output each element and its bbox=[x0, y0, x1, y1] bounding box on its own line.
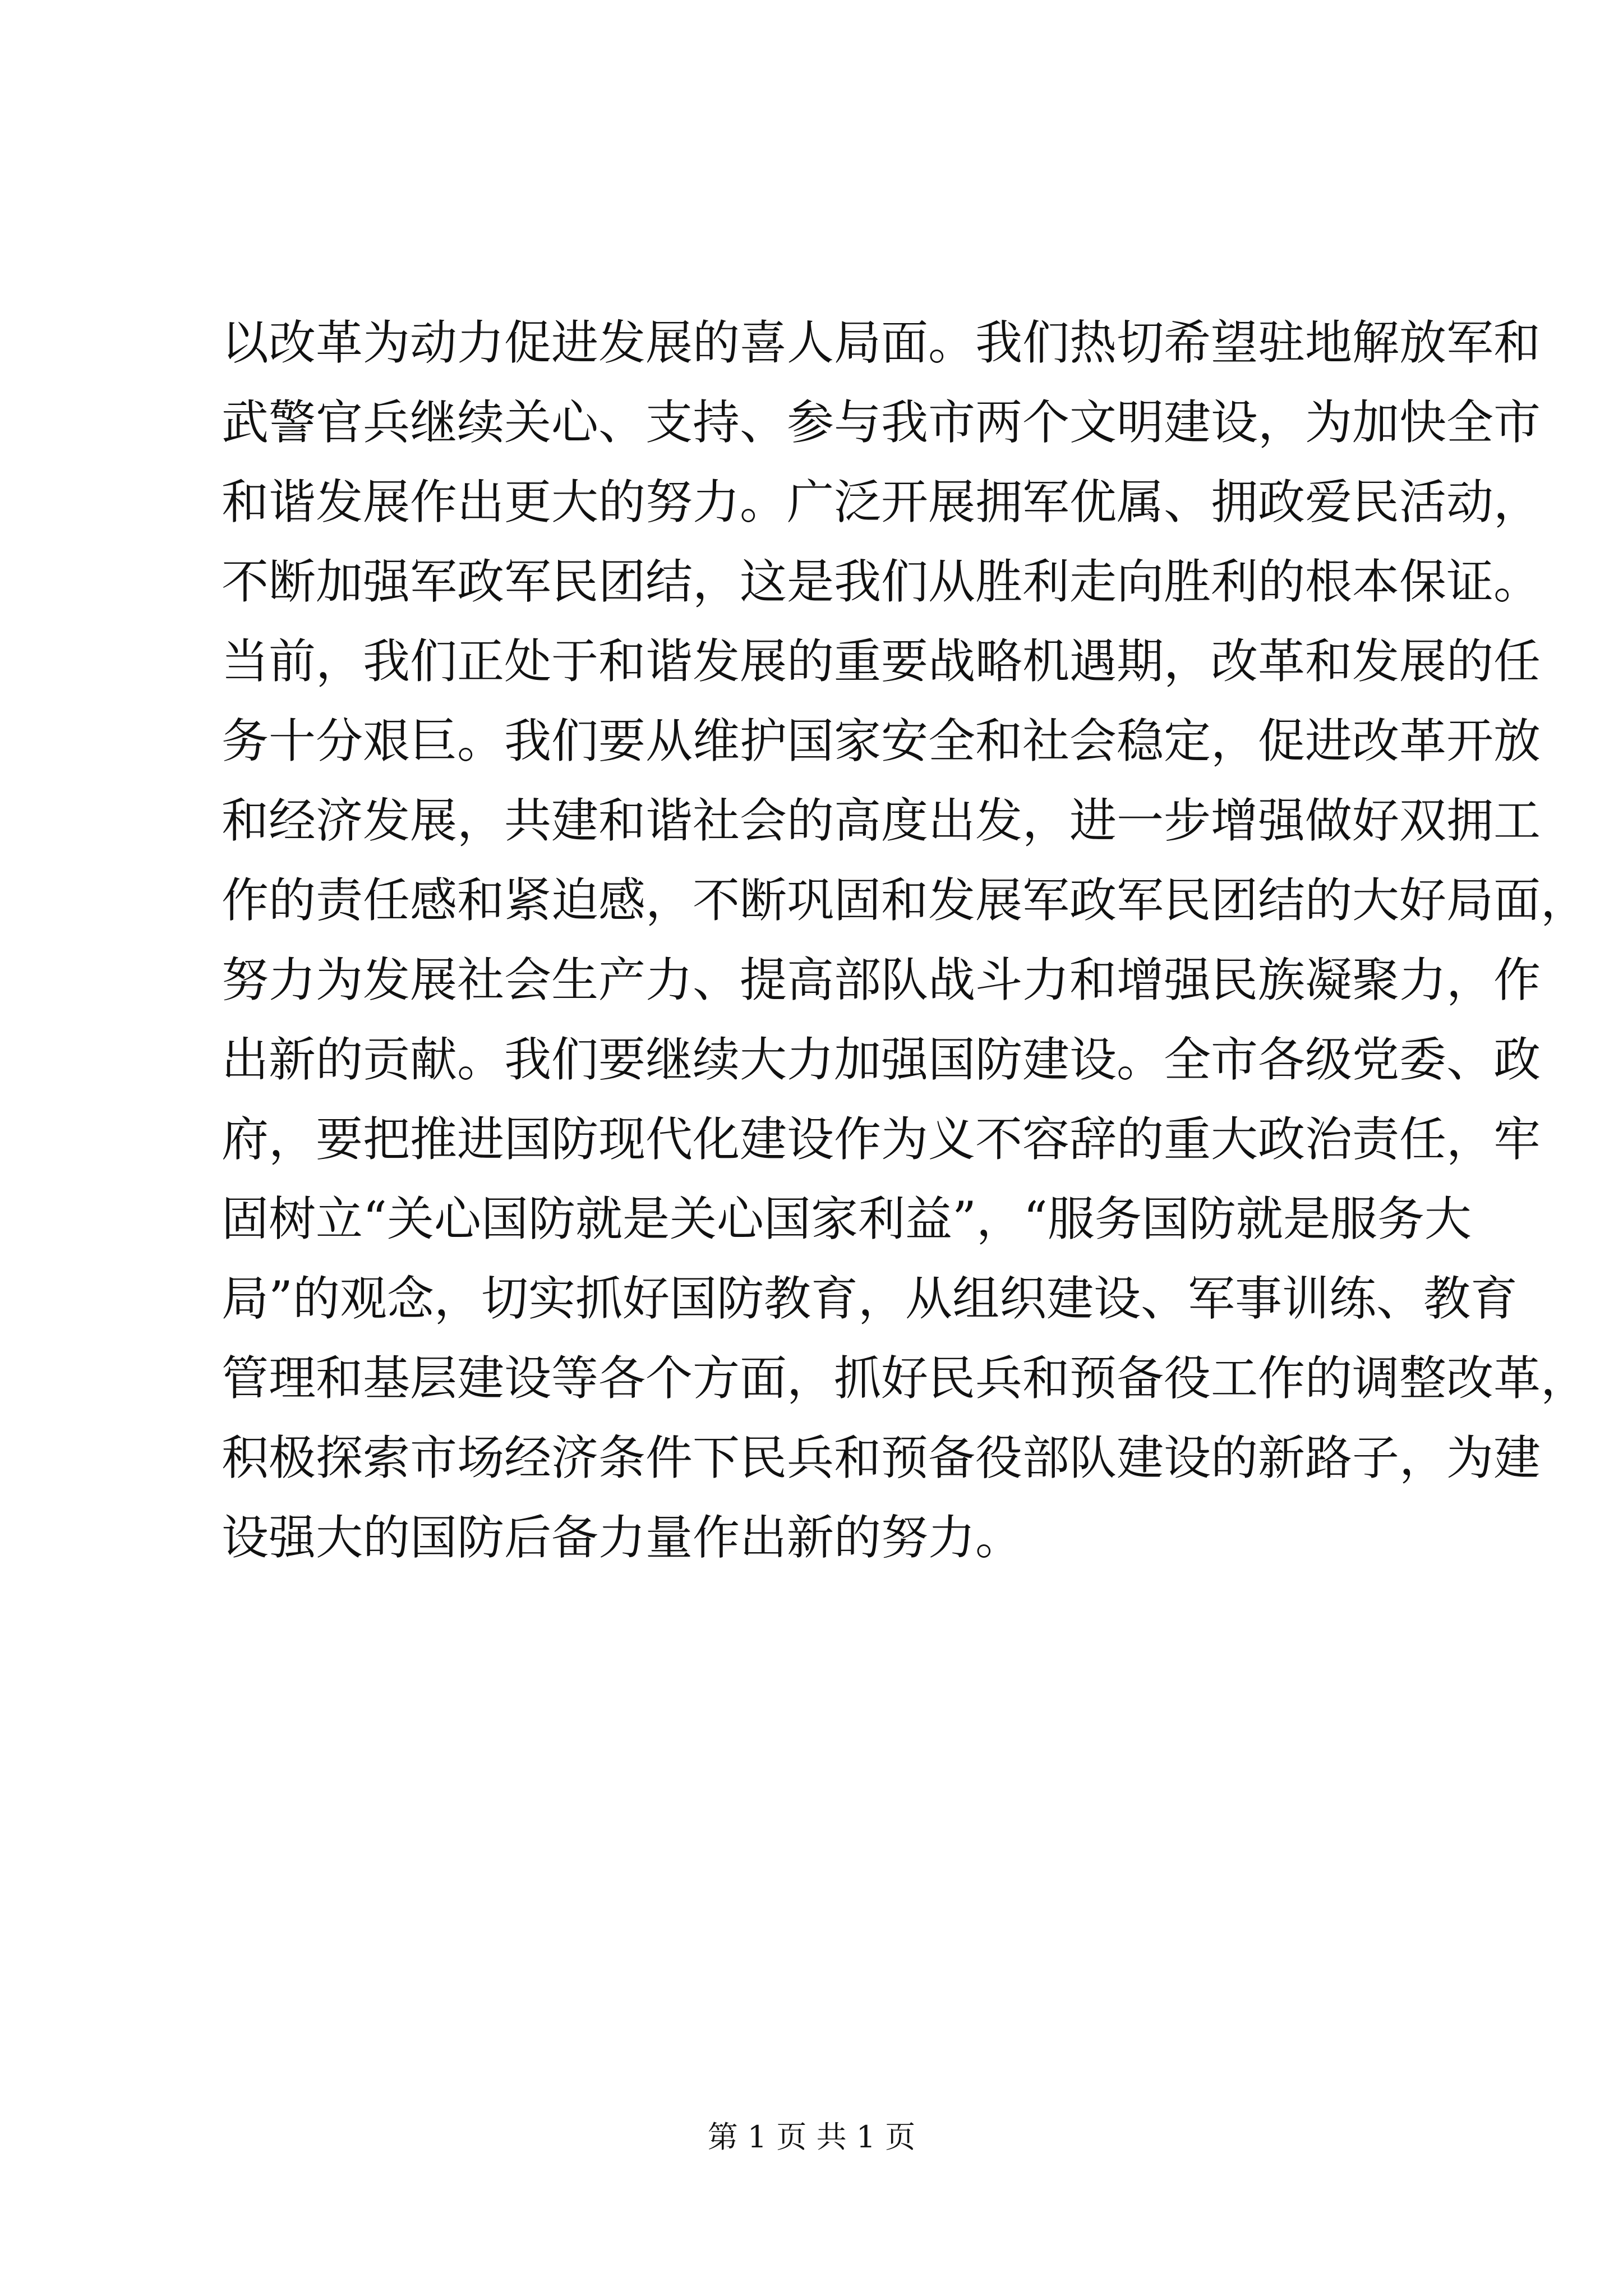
text-line-4: 不断加强军政军民团结，这是我们从胜利走向胜利的根本保证。 bbox=[222, 554, 1541, 609]
body-paragraph bbox=[222, 303, 1588, 1577]
page-number-label: 第 1 页 共 1 页 bbox=[707, 2119, 916, 2155]
text-line-12: 固树立“关心国防就是关心国家利益”，“服务国防就是服务大 bbox=[222, 1191, 1472, 1246]
text-line-16: 设强大的国防后备力量作出新的努力。 bbox=[222, 1510, 1023, 1565]
page-footer bbox=[0, 2118, 1623, 2157]
text-line-3: 和谐发展作出更大的努力。广泛开展拥军优属、拥政爱民活动， bbox=[222, 475, 1541, 530]
text-line-10: 出新的贡献。我们要继续大力加强国防建设。全市各级党委、政 bbox=[222, 1032, 1541, 1087]
text-line-11: 府，要把推进国防现代化建设作为义不容辞的重大政治责任，牢 bbox=[222, 1112, 1541, 1167]
text-line-7: 和经济发展，共建和谐社会的高度出发，进一步增强做好双拥工 bbox=[222, 793, 1541, 848]
text-line-9: 努力为发展社会生产力、提高部队战斗力和增强民族凝聚力，作 bbox=[222, 953, 1541, 1007]
text-line-2: 武警官兵继续关心、支持、参与我市两个文明建设，为加快全市 bbox=[222, 395, 1541, 450]
text-line-8: 作的责任感和紧迫感，不断巩固和发展军政军民团结的大好局面， bbox=[222, 873, 1588, 928]
text-line-6: 务十分艰巨。我们要从维护国家安全和社会稳定，促进改革开放 bbox=[222, 714, 1541, 769]
text-line-14: 管理和基层建设等各个方面，抓好民兵和预备役工作的调整改革， bbox=[222, 1351, 1588, 1406]
text-line-13: 局”的观念，切实抓好国防教育，从组织建设、军事训练、教育 bbox=[222, 1271, 1518, 1326]
text-line-1: 以改革为动力促进发展的喜人局面。我们热切希望驻地解放军和 bbox=[222, 315, 1541, 370]
text-line-15: 积极探索市场经济条件下民兵和预备役部队建设的新路子，为建 bbox=[222, 1430, 1541, 1485]
text-line-5: 当前，我们正处于和谐发展的重要战略机遇期，改革和发展的任 bbox=[222, 634, 1541, 689]
